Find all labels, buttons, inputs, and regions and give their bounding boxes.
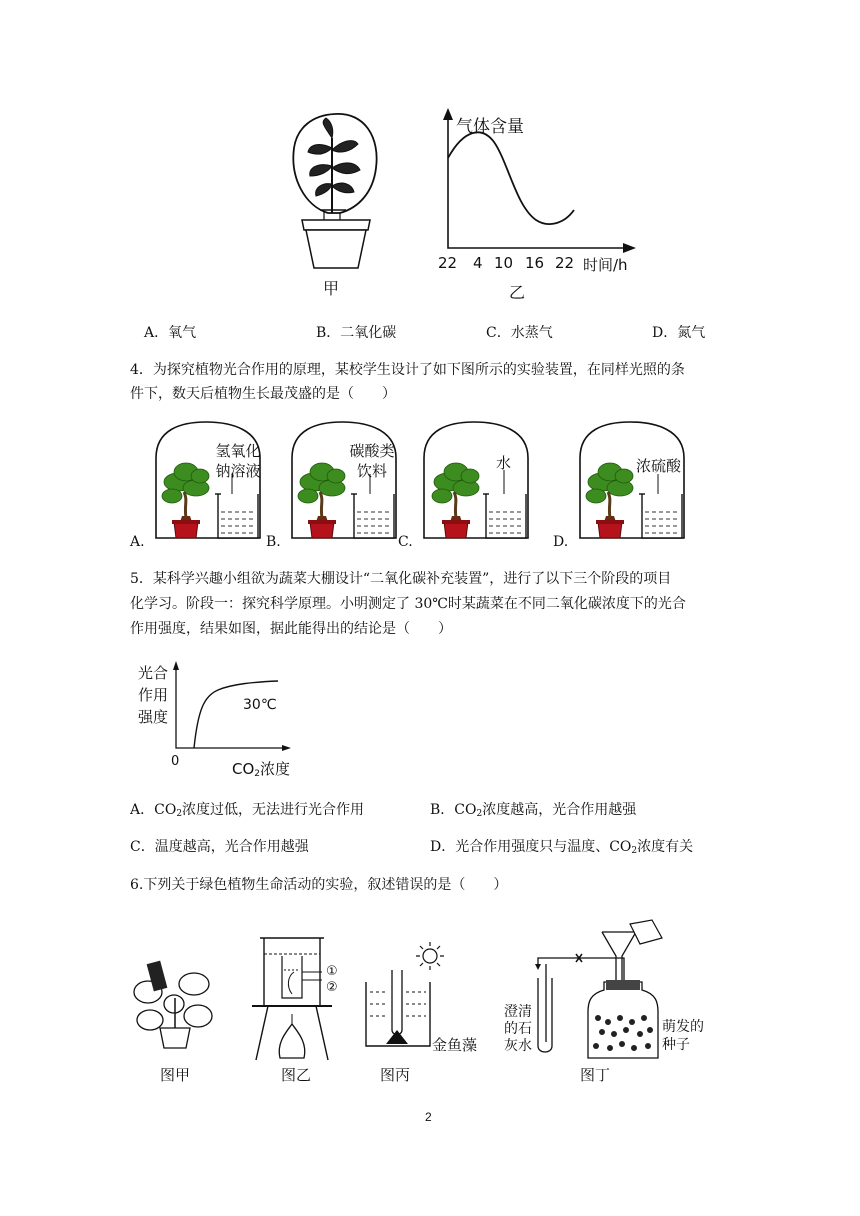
gas-content-curve: [448, 132, 574, 224]
q5-x-label-sub: 2: [254, 769, 261, 779]
q4-option-d: D.: [553, 534, 569, 550]
x-tick-1: 22: [438, 254, 458, 272]
q3-option-c: C．水蒸气: [486, 325, 553, 341]
q5-stem-line3: 作用强度，结果如图，据此能得出的结论是（ ）: [130, 621, 452, 637]
q5-a-post: 浓度过低，无法进行光合作用: [182, 802, 365, 818]
q5-option-b: [430, 796, 636, 828]
q6-stem: 6.下列关于绿色植物生命活动的实验，叙述错误的是（ ）: [130, 877, 508, 893]
q6-limewater-2: 的石: [504, 1021, 532, 1037]
q5-d-post: 浓度有关: [637, 839, 694, 855]
q5-x-label-pre: CO: [232, 760, 255, 778]
x-tick-4: 16: [525, 254, 545, 272]
q4-d-liquid-label: 浓硫酸: [636, 457, 682, 475]
q6-limewater-label: [504, 1004, 532, 1055]
q5-graph-temp: 30℃: [243, 697, 277, 713]
q6-fig-bing-label: 图丙: [380, 1066, 411, 1084]
sun-icon: [416, 942, 444, 970]
q4-b-liquid-line2: 饮料: [356, 462, 387, 480]
q4-apparatus-figures: [120, 420, 720, 550]
q3-option-b: B．二氧化碳: [316, 325, 397, 341]
q6-seeds-label: [662, 1018, 704, 1054]
q6-mark-2: ②: [326, 980, 338, 995]
q4-a-liquid-label: [210, 441, 266, 481]
q6-fig-jia-label: 图甲: [160, 1066, 191, 1084]
q5-option-d: [430, 833, 693, 865]
q6-fig-ding-label: 图丁: [580, 1066, 611, 1084]
q5-a-sub: 2: [176, 809, 183, 819]
q5-photosynthesis-graph: [170, 660, 300, 760]
q3-option-d: D．氮气: [652, 325, 706, 341]
figure-jia-label: 甲: [323, 279, 340, 298]
q6-limewater-1: 澄清: [504, 1004, 532, 1020]
q3-option-a: A．氧气: [144, 325, 197, 341]
x-tick-2: 4: [473, 254, 483, 272]
q5-graph-y-label: [138, 662, 168, 728]
q5-graph-y-label-1: 光合: [138, 664, 169, 682]
q5-graph-x-label: [232, 758, 290, 779]
x-tick-5: 22: [555, 254, 575, 272]
figure-jia-plant-bag: [280, 108, 390, 298]
q4-b-liquid-label: [344, 441, 400, 481]
q5-x-label-post: 浓度: [260, 760, 291, 778]
q4-option-a: A.: [130, 534, 145, 550]
q4-c-liquid-label: 水: [496, 454, 512, 472]
y-axis-label: 气体含量: [456, 117, 524, 137]
q5-d-sub: 2: [631, 846, 638, 856]
figure-yi-label: 乙: [509, 283, 526, 302]
q6-limewater-3: 灰水: [504, 1038, 532, 1054]
q5-a-pre: A．CO: [130, 802, 177, 818]
x-tick-3: 10: [494, 254, 514, 272]
q4-stem-line2: 件下，数天后植物生长最茂盛的是（ ）: [130, 386, 396, 402]
q5-graph-origin: 0: [171, 754, 180, 769]
x-axis-label: 时间/h: [583, 256, 628, 274]
q6-fig-yi-label: 图乙: [281, 1066, 312, 1084]
q6-seeds-2: 种子: [662, 1037, 690, 1053]
q5-curve: [194, 681, 278, 748]
q4-option-b: B.: [266, 534, 281, 550]
q5-b-post: 浓度越高，光合作用越强: [482, 802, 637, 818]
q6-fig-jia-plant: [130, 958, 220, 1058]
q6-seeds-1: 萌发的: [662, 1019, 704, 1035]
q6-mark-1: ①: [326, 964, 338, 979]
q4-b-liquid-line1: 碳酸类: [349, 442, 395, 460]
page-number: 2: [425, 1110, 432, 1124]
q4-a-liquid-line2: 钠溶液: [215, 462, 261, 480]
q6-fig-ding-apparatus: [524, 918, 684, 1064]
q5-graph-y-label-3: 强度: [138, 708, 169, 726]
q6-fig-yi-water-bath: [248, 934, 338, 1062]
q6-goldfish-weed-label: 金鱼藻: [432, 1036, 478, 1054]
q4-option-c: C.: [398, 534, 413, 550]
q5-b-pre: B．CO: [430, 802, 477, 818]
q5-stem-line2: 化学习。阶段一：探究科学原理。小明测定了 30℃时某蔬菜在不同二氧化碳浓度下的光合: [130, 596, 686, 612]
q5-option-c: C．温度越高，光合作用越强: [130, 839, 309, 855]
q5-graph-y-label-2: 作用: [138, 686, 169, 704]
q5-d-pre: D．光合作用强度只与温度、CO: [430, 839, 632, 855]
q5-option-a: [130, 796, 364, 828]
q4-stem-line1: 4．为探究植物光合作用的原理，某校学生设计了如下图所示的实验装置，在同样光照的条: [130, 362, 685, 378]
q4-a-liquid-line1: 氢氧化: [215, 442, 261, 460]
q5-b-sub: 2: [476, 809, 483, 819]
q5-stem-line1: 5．某科学兴趣小组欲为蔬菜大棚设计“二氧化碳补充装置”，进行了以下三个阶段的项目: [130, 571, 672, 587]
